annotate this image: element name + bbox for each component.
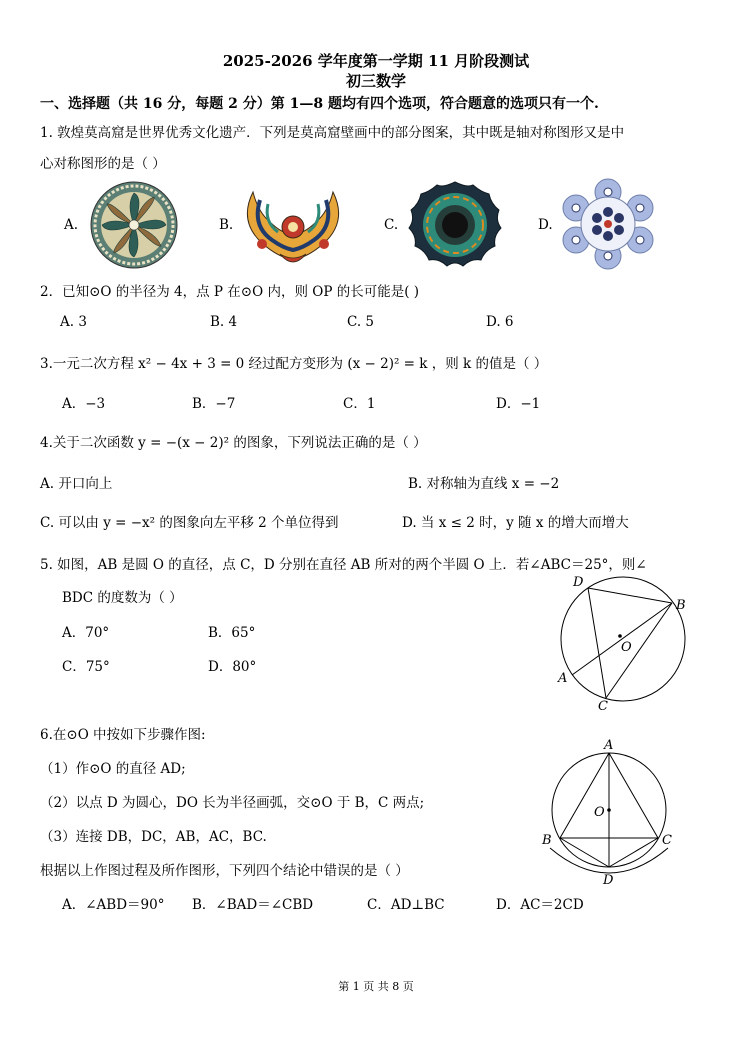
pattern-c-image	[407, 180, 503, 270]
q5-label-d: D	[573, 575, 584, 590]
q6-segment-dc	[609, 838, 658, 867]
q3-option-c: C．1	[343, 396, 376, 412]
q6-label-c: C	[662, 833, 672, 848]
q5-chord-bc	[606, 603, 672, 698]
q3-option-b: B．−7	[192, 396, 236, 412]
q6-option-d: D．AC＝2CD	[496, 897, 584, 913]
q6-step-2: （2）以点 D 为圆心，DO 长为半径画弧，交⊙O 于 B，C 两点;	[40, 795, 425, 811]
q1-option-b-label: B.	[219, 217, 234, 233]
q6-step-3: （3）连接 DB，DC，AB，AC，BC.	[40, 829, 267, 845]
q2-stem: 2．已知⊙O 的半径为 4，点 P 在⊙O 内，则 OP 的长可能是( )	[40, 284, 420, 300]
q6-label-b: B	[542, 833, 552, 848]
q6-option-a: A．∠ABD＝90°	[62, 897, 165, 913]
q6-label-a: A	[604, 738, 614, 753]
q2-option-c: C. 5	[347, 314, 375, 330]
q3-option-a: A．−3	[62, 396, 106, 412]
q6-step-1: （1）作⊙O 的直径 AD;	[40, 761, 186, 777]
q6-question: 根据以上作图过程及所作图形，下列四个结论中错误的是（ ）	[40, 863, 409, 879]
q6-segment-ab	[560, 753, 609, 838]
q1-stem-line2: 心对称图形的是（ ）	[40, 156, 166, 172]
q6-circle-figure	[538, 738, 708, 888]
q6-center-dot	[607, 808, 611, 812]
pattern-a-image	[86, 180, 186, 270]
q6-segment-db	[560, 838, 609, 867]
q5-label-c: C	[598, 699, 608, 714]
q4-option-d: D. 当 x ≤ 2 时，y 随 x 的增大而增大	[402, 515, 629, 531]
q6-stem: 6.在⊙O 中按如下步骤作图:	[40, 727, 206, 743]
page-subtitle: 初三数学	[345, 72, 406, 90]
q5-stem-line1: 5. 如图，AB 是圆 O 的直径，点 C，D 分别在直径 AB 所对的两个半圆 O 上．若∠ABC＝25°，则∠	[40, 557, 647, 573]
q2-option-b: B. 4	[210, 314, 238, 330]
q5-option-d: D．80°	[208, 659, 257, 675]
page-title: 2025-2026 学年度第一学期 11 月阶段测试	[222, 52, 530, 70]
q5-circle-figure	[548, 572, 708, 712]
q6-option-b: B．∠BAD＝∠CBD	[192, 897, 314, 913]
q1-stem-line1: 1. 敦煌莫高窟是世界优秀文化遗产．下列是莫高窟壁画中的部分图案，其中既是轴对称图形又是中	[40, 125, 625, 141]
q2-option-d: D. 6	[486, 314, 514, 330]
q6-label-o: O	[594, 805, 605, 820]
q5-chord-db	[588, 588, 672, 603]
q6-option-c: C．AD⊥BC	[367, 897, 445, 913]
q2-option-a: A. 3	[60, 314, 87, 330]
q5-label-b: B	[676, 598, 686, 613]
q4-option-a: A. 开口向上	[40, 476, 113, 492]
pattern-d-image	[558, 178, 658, 270]
q1-option-a-label: A.	[64, 217, 79, 233]
q5-diameter-ab	[572, 603, 672, 675]
q6-label-d: D	[603, 873, 614, 888]
q3-stem: 3.一元二次方程 x² − 4x + 3 = 0 经过配方变形为 (x − 2)² = k ，则 k 的值是（ ）	[40, 356, 548, 372]
q4-option-b: B. 对称轴为直线 x = −2	[408, 476, 560, 492]
q5-center-dot	[618, 634, 622, 638]
q5-option-b: B．65°	[208, 625, 256, 641]
q1-option-d-label: D.	[538, 217, 553, 233]
q5-option-c: C．75°	[62, 659, 110, 675]
q6-segment-ac	[609, 753, 658, 838]
pattern-b-image	[238, 182, 348, 272]
q5-stem-line2: BDC 的度数为（ ）	[62, 590, 183, 606]
q3-option-d: D．−1	[496, 396, 541, 412]
page-footer: 第 1 页 共 8 页	[338, 980, 414, 993]
section-heading: 一、选择题（共 16 分，每题 2 分）第 1—8 题均有四个选项，符合题意的选项只有一个.	[40, 96, 599, 112]
q4-option-c: C. 可以由 y = −x² 的图象向左平移 2 个单位得到	[40, 515, 339, 531]
q5-label-a: A	[558, 671, 568, 686]
q5-chord-dc	[588, 588, 606, 698]
q1-option-c-label: C.	[384, 217, 399, 233]
q4-stem: 4.关于二次函数 y = −(x − 2)² 的图象，下列说法正确的是（ ）	[40, 435, 427, 451]
q5-label-o: O	[621, 640, 632, 655]
q5-option-a: A．70°	[62, 625, 110, 641]
